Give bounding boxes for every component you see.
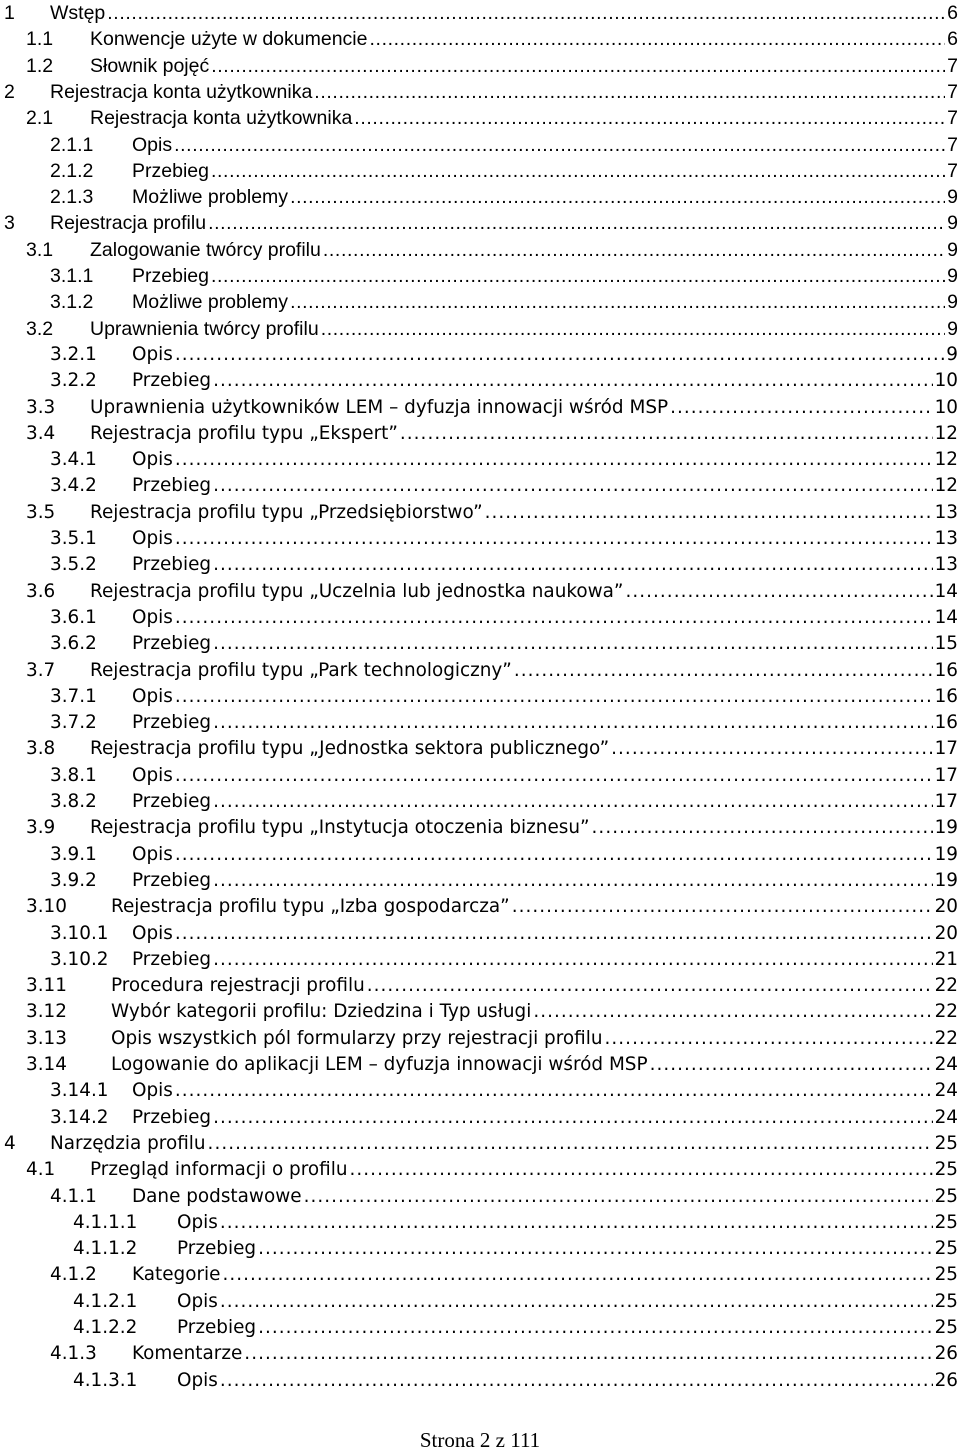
toc-entry-title: Opis <box>132 764 173 786</box>
toc-entry-page: 26 <box>934 1343 958 1365</box>
toc-entry-number: 1.1 <box>26 28 54 51</box>
toc-entry[interactable] <box>0 263 958 289</box>
toc-entry[interactable] <box>0 1289 958 1315</box>
toc-entry-number: 4.1 <box>26 1159 56 1181</box>
toc-entry-number: 3.6 <box>26 580 56 602</box>
toc-entry-page: 6 <box>947 28 958 51</box>
toc-entry-number: 3.10.2 <box>50 948 109 970</box>
toc-entry-number: 3 <box>4 212 15 235</box>
toc-dot-leader <box>592 815 933 841</box>
toc-dot-leader <box>350 1157 933 1183</box>
toc-entry-title: Opis <box>132 528 173 549</box>
toc-entry[interactable] <box>0 947 958 973</box>
toc-entry-title: Przebieg <box>132 633 212 655</box>
toc-entry-title: Przebieg <box>177 1317 257 1338</box>
toc-entry-number: 2.1.2 <box>50 159 94 182</box>
toc-entry-page: 13 <box>934 554 958 576</box>
toc-dot-leader <box>213 947 933 973</box>
toc-entry-title: Opis <box>132 133 173 156</box>
toc-entry[interactable] <box>0 342 958 368</box>
toc-entry-title: Opis <box>177 1211 218 1233</box>
toc-entry-title: Wstęp <box>50 2 106 24</box>
toc-dot-leader <box>304 1184 933 1210</box>
toc-entry-title: Rejestracja profilu typu „Ekspert” <box>90 422 398 444</box>
toc-entry-number: 3.6.1 <box>50 606 97 628</box>
toc-entry[interactable] <box>0 237 958 263</box>
toc-entry-page: 19 <box>934 817 958 839</box>
toc-entry-title: Uprawnienia użytkowników LEM – dyfuzja innowacji wśród MSP <box>90 396 669 418</box>
toc-dot-leader <box>400 421 933 447</box>
toc-dot-leader <box>175 447 933 473</box>
toc-entry-page: 7 <box>947 159 958 182</box>
toc-entry-page: 16 <box>934 685 958 707</box>
toc-entry-page: 21 <box>934 948 958 970</box>
toc-entry-page: 14 <box>934 606 958 628</box>
toc-entry-title: Rejestracja profilu <box>50 212 207 235</box>
toc-dot-leader <box>213 868 933 894</box>
toc-entry-title: Rejestracja profilu typu „Jednostka sektora publicznego” <box>90 738 610 760</box>
toc-entry-number: 3.12 <box>26 1001 67 1023</box>
toc-entry-number: 3.8.2 <box>50 791 97 812</box>
toc-entry-number: 3.11 <box>26 975 67 997</box>
toc-entry-title: Przegląd informacji o profilu <box>90 1159 348 1181</box>
toc-entry[interactable] <box>0 894 958 920</box>
toc-entry[interactable] <box>0 973 958 999</box>
toc-entry-page: 17 <box>934 791 958 812</box>
toc-entry-page: 26 <box>934 1369 958 1391</box>
toc-dot-leader <box>175 921 933 947</box>
toc-entry[interactable] <box>0 105 958 131</box>
toc-entry-number: 3.14 <box>26 1054 67 1075</box>
toc-entry-title: Przebieg <box>132 948 212 970</box>
toc-entry-number: 3.7 <box>26 659 56 681</box>
toc-entry[interactable] <box>0 842 958 868</box>
toc-dot-leader <box>175 763 933 789</box>
toc-entry-number: 3.1.1 <box>50 265 94 287</box>
toc-entry-number: 3.1 <box>26 238 54 261</box>
toc-dot-leader <box>370 26 946 52</box>
toc-entry-number: 3.6.2 <box>50 633 97 655</box>
toc-dot-leader <box>220 1289 933 1315</box>
toc-entry-title: Rejestracja profilu typu „Przedsiębiorstwo” <box>90 501 483 523</box>
toc-entry[interactable] <box>0 1026 958 1052</box>
toc-entry-title: Przebieg <box>132 554 212 576</box>
toc-entry-title: Dane podstawowe <box>132 1185 302 1207</box>
toc-entry-page: 22 <box>934 1027 958 1049</box>
toc-entry-page: 9 <box>947 317 958 340</box>
toc-entry-page: 20 <box>934 896 958 918</box>
toc-entry-number: 4.1.2 <box>50 1264 97 1286</box>
toc-entry[interactable] <box>0 710 958 736</box>
toc-dot-leader <box>670 395 933 421</box>
toc-entry[interactable] <box>0 526 958 552</box>
toc-dot-leader <box>211 158 945 184</box>
toc-entry-title: Rejestracja profilu typu „Uczelnia lub jednostka naukowa” <box>90 580 624 602</box>
toc-entry[interactable] <box>0 1262 958 1288</box>
toc-entry-page: 25 <box>934 1317 958 1338</box>
toc-entry-number: 2 <box>4 80 15 103</box>
toc-entry[interactable] <box>0 868 958 894</box>
toc-entry[interactable] <box>0 368 958 394</box>
toc-dot-leader <box>611 736 932 762</box>
toc-dot-leader <box>220 1210 933 1236</box>
toc-entry-number: 4.1.1.2 <box>73 1238 138 1260</box>
toc-entry-title: Rejestracja profilu typu „Izba gospodarcza” <box>111 896 510 918</box>
toc-entry-title: Rejestracja konta użytkownika <box>50 80 313 103</box>
toc-dot-leader <box>175 1078 933 1104</box>
toc-entry-page: 7 <box>947 133 958 156</box>
toc-entry[interactable] <box>0 158 958 184</box>
toc-entry-title: Opis <box>177 1290 218 1312</box>
toc-entry-page: 19 <box>934 843 958 865</box>
toc-dot-leader <box>533 999 932 1025</box>
toc-entry-number: 4.1.1 <box>50 1185 97 1207</box>
toc-entry-title: Przebieg <box>132 370 212 392</box>
toc-entry-number: 1.2 <box>26 54 54 77</box>
toc-entry[interactable] <box>0 1236 958 1262</box>
toc-dot-leader <box>213 789 933 815</box>
toc-entry[interactable] <box>0 1184 958 1210</box>
toc-dot-leader <box>605 1026 933 1052</box>
toc-entry-title: Opis <box>132 843 173 865</box>
toc-entry[interactable] <box>0 0 958 26</box>
toc-entry-number: 3.7.1 <box>50 685 97 707</box>
toc-dot-leader <box>222 1262 932 1288</box>
toc-dot-leader <box>175 842 933 868</box>
toc-entry-number: 3.14.1 <box>50 1080 109 1102</box>
toc-entry[interactable] <box>0 395 958 421</box>
toc-entry-title: Słownik pojęć <box>90 54 210 77</box>
toc-entry[interactable] <box>0 1315 958 1341</box>
toc-entry-title: Przebieg <box>132 712 212 734</box>
toc-entry-title: Konwencje użyte w dokumencie <box>90 28 368 51</box>
toc-entry-title: Logowanie do aplikacji LEM – dyfuzja innowacji wśród MSP <box>111 1054 648 1075</box>
toc-dot-leader <box>244 1341 932 1367</box>
toc-entry-title: Rejestracja konta użytkownika <box>90 107 353 130</box>
toc-entry-number: 4 <box>4 1132 16 1154</box>
toc-entry-title: Procedura rejestracji profilu <box>111 975 365 997</box>
toc-dot-leader <box>321 316 945 342</box>
toc-entry-page: 9 <box>947 212 958 235</box>
toc-dot-leader <box>290 289 945 315</box>
toc-entry-number: 3.4.1 <box>50 449 97 471</box>
toc-entry-page: 14 <box>934 580 958 602</box>
toc-entry[interactable] <box>0 1210 958 1236</box>
toc-entry-title: Przebieg <box>132 159 209 182</box>
toc-dot-leader <box>314 79 945 105</box>
toc-entry[interactable] <box>0 552 958 578</box>
toc-dot-leader <box>175 526 933 552</box>
toc-entry[interactable] <box>0 789 958 815</box>
toc-entry-page: 9 <box>947 265 958 287</box>
toc-entry[interactable] <box>0 1105 958 1131</box>
toc-entry-page: 10 <box>934 396 958 418</box>
toc-entry[interactable] <box>0 1131 958 1157</box>
toc-dot-leader <box>514 658 933 684</box>
toc-entry-page: 24 <box>934 1106 958 1128</box>
toc-entry-number: 4.1.3 <box>50 1343 97 1365</box>
toc-dot-leader <box>213 710 933 736</box>
toc-entry-number: 3.2.2 <box>50 370 97 392</box>
toc-entry-title: Przebieg <box>132 791 212 812</box>
toc-entry-page: 22 <box>934 1001 958 1023</box>
toc-dot-leader <box>323 237 945 263</box>
toc-entry-page: 12 <box>934 422 958 444</box>
toc-entry-number: 3.2.1 <box>50 343 97 365</box>
toc-entry[interactable] <box>0 316 958 342</box>
toc-entry-number: 4.1.1.1 <box>73 1211 138 1233</box>
toc-entry-page: 25 <box>934 1264 958 1286</box>
toc-dot-leader <box>258 1236 933 1262</box>
toc-entry-title: Przebieg <box>132 1106 212 1128</box>
toc-entry-number: 3.9 <box>26 817 56 839</box>
toc-entry[interactable] <box>0 658 958 684</box>
toc-entry-title: Uprawnienia twórcy profilu <box>90 317 319 340</box>
toc-entry-page: 12 <box>934 475 958 497</box>
toc-dot-leader <box>175 342 944 368</box>
toc-entry-page: 9 <box>946 343 958 365</box>
page-footer: Strona 2 z 111 <box>419 1428 541 1452</box>
toc-entry-title: Opis <box>132 606 173 628</box>
toc-entry[interactable] <box>0 1368 958 1394</box>
toc-entry-page: 13 <box>934 501 958 523</box>
toc-entry-page: 19 <box>934 869 958 891</box>
toc-entry-number: 2.1.1 <box>50 133 94 156</box>
toc-entry[interactable] <box>0 1157 958 1183</box>
toc-entry-page: 17 <box>934 738 958 760</box>
toc-entry-title: Kategorie <box>132 1264 221 1286</box>
toc-entry-number: 4.1.2.1 <box>73 1290 138 1312</box>
toc-entry-title: Przebieg <box>132 265 209 287</box>
toc-entry-page: 25 <box>934 1132 958 1154</box>
toc-entry-number: 3.7.2 <box>50 712 97 734</box>
toc-entry-page: 10 <box>934 370 958 392</box>
toc-entry[interactable] <box>0 921 958 947</box>
toc-entry[interactable] <box>0 79 958 105</box>
toc-entry[interactable] <box>0 132 958 158</box>
toc-entry-number: 4.1.3.1 <box>73 1369 138 1391</box>
toc-entry[interactable] <box>0 605 958 631</box>
toc-entry[interactable] <box>0 815 958 841</box>
toc-entry-page: 9 <box>947 186 958 209</box>
toc-entry-number: 3.10.1 <box>50 922 109 944</box>
toc-entry-number: 3.2 <box>26 317 54 340</box>
toc-entry-page: 17 <box>934 764 958 786</box>
toc-entry-page: 25 <box>934 1185 958 1207</box>
toc-entry-page: 9 <box>947 238 958 261</box>
toc-entry-number: 3.5.2 <box>50 554 97 576</box>
toc-entry-number: 3.3 <box>26 396 56 418</box>
toc-dot-leader <box>625 579 932 605</box>
toc-entry-number: 3.8 <box>26 738 56 760</box>
toc-entry-page: 25 <box>934 1211 958 1233</box>
toc-dot-leader <box>220 1368 933 1394</box>
toc-entry[interactable] <box>0 500 958 526</box>
toc-entry-number: 3.14.2 <box>50 1106 109 1128</box>
toc-entry[interactable] <box>0 289 958 315</box>
toc-entry-page: 12 <box>934 449 958 471</box>
toc-entry-number: 3.4.2 <box>50 475 97 497</box>
toc-entry-number: 1 <box>4 2 15 24</box>
toc-entry-number: 3.9.1 <box>50 843 97 865</box>
toc-dot-leader <box>213 1105 933 1131</box>
toc-dot-leader <box>485 500 933 526</box>
toc-entry-number: 3.5.1 <box>50 528 97 549</box>
toc-entry-number: 3.5 <box>26 501 56 523</box>
toc-entry[interactable] <box>0 447 958 473</box>
toc-entry-page: 25 <box>934 1159 958 1181</box>
toc-entry-title: Komentarze <box>132 1343 243 1365</box>
toc-entry-title: Rejestracja profilu typu „Park technologiczny” <box>90 659 512 681</box>
toc-entry-title: Przebieg <box>132 869 212 891</box>
toc-dot-leader <box>213 368 933 394</box>
toc-entry-title: Opis <box>132 449 173 471</box>
toc-entry-title: Narzędzia profilu <box>50 1132 206 1154</box>
toc-entry-title: Możliwe problemy <box>132 291 289 314</box>
toc-entry-page: 24 <box>934 1080 958 1102</box>
toc-entry-number: 3.9.2 <box>50 869 97 891</box>
toc-entry-page: 9 <box>947 291 958 314</box>
toc-entry-title: Opis <box>177 1369 218 1391</box>
toc-dot-leader <box>107 0 945 26</box>
toc-dot-leader <box>650 1052 933 1078</box>
toc-dot-leader <box>290 184 945 210</box>
toc-entry-number: 3.1.2 <box>50 291 94 314</box>
toc-entry-title: Zalogowanie twórcy profilu <box>90 238 321 261</box>
toc-entry-page: 20 <box>934 922 958 944</box>
toc-entry-title: Opis wszystkich pól formularzy przy rejestracji profilu <box>111 1027 603 1049</box>
toc-entry[interactable] <box>0 210 958 236</box>
toc-entry[interactable] <box>0 26 958 52</box>
toc-entry[interactable] <box>0 1052 958 1078</box>
toc-entry-number: 4.1.2.2 <box>73 1317 138 1338</box>
toc-dot-leader <box>213 552 933 578</box>
toc-entry-page: 25 <box>934 1238 958 1260</box>
toc-entry[interactable] <box>0 631 958 657</box>
toc-dot-leader <box>211 263 945 289</box>
toc-dot-leader <box>258 1315 933 1341</box>
toc-dot-leader <box>213 473 933 499</box>
toc-entry-page: 16 <box>934 659 958 681</box>
toc-dot-leader <box>213 631 933 657</box>
toc-dot-leader <box>208 210 945 236</box>
toc-entry[interactable] <box>0 999 958 1025</box>
toc-entry-number: 2.1 <box>26 107 54 130</box>
toc-entry-page: 6 <box>947 2 958 24</box>
toc-entry-title: Rejestracja profilu typu „Instytucja otoczenia biznesu” <box>90 817 590 839</box>
toc-dot-leader <box>354 105 945 131</box>
toc-entry-title: Opis <box>132 685 173 707</box>
toc-entry-title: Przebieg <box>177 1238 257 1260</box>
toc-entry-number: 2.1.3 <box>50 186 94 209</box>
toc-entry-page: 22 <box>934 975 958 997</box>
toc-entry-page: 7 <box>947 54 958 77</box>
toc-entry-title: Opis <box>132 922 173 944</box>
toc-entry[interactable] <box>0 473 958 499</box>
toc-entry-page: 13 <box>934 528 958 549</box>
toc-entry-number: 3.10 <box>26 896 67 918</box>
toc-entry-page: 16 <box>934 712 958 734</box>
toc-entry-number: 3.8.1 <box>50 764 97 786</box>
toc-dot-leader <box>211 53 945 79</box>
toc-entry[interactable] <box>0 736 958 762</box>
toc-entry-number: 3.4 <box>26 422 56 444</box>
toc-entry-number: 3.13 <box>26 1027 67 1049</box>
toc-entry-title: Przebieg <box>132 475 212 497</box>
toc-entry[interactable] <box>0 763 958 789</box>
toc-dot-leader <box>208 1131 933 1157</box>
toc-dot-leader <box>174 132 945 158</box>
toc-entry-title: Opis <box>132 343 173 365</box>
toc-entry-page: 15 <box>934 633 958 655</box>
toc-dot-leader <box>175 684 933 710</box>
toc-entry[interactable] <box>0 684 958 710</box>
toc-dot-leader <box>512 894 933 920</box>
toc-entry-title: Możliwe problemy <box>132 186 289 209</box>
toc-entry[interactable] <box>0 184 958 210</box>
toc-entry[interactable] <box>0 1341 958 1367</box>
toc-entry-title: Opis <box>132 1080 173 1102</box>
toc-entry-page: 7 <box>947 107 958 130</box>
toc-entry[interactable] <box>0 53 958 79</box>
toc-entry-page: 25 <box>934 1290 958 1312</box>
toc-entry-page: 7 <box>947 80 958 103</box>
toc-dot-leader <box>175 605 933 631</box>
toc-entry-page: 24 <box>934 1054 958 1075</box>
toc-entry-title: Wybór kategorii profilu: Dziedzina i Typ usługi <box>111 1001 532 1023</box>
toc-entry[interactable] <box>0 1078 958 1104</box>
toc-entry[interactable] <box>0 579 958 605</box>
toc-entry[interactable] <box>0 421 958 447</box>
toc-dot-leader <box>367 973 933 999</box>
